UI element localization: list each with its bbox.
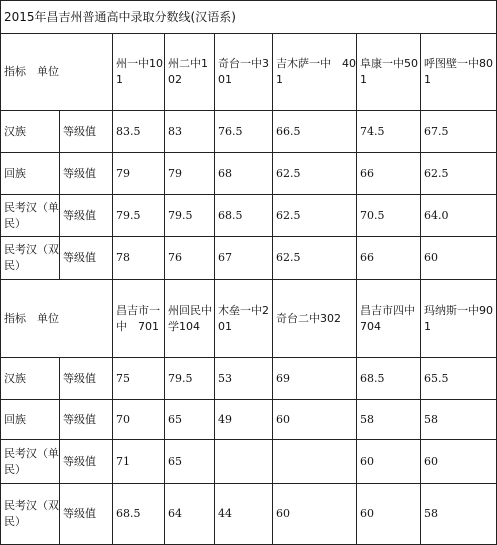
title-row [1, 1, 497, 34]
score-cell: 62.5 [273, 153, 357, 195]
score-cell: 76.5 [215, 111, 273, 153]
section1-corner-label: 指标 单位 [1, 34, 113, 111]
score-cell: 65 [165, 440, 215, 484]
score-cell: 83 [165, 111, 215, 153]
table-row [1, 237, 497, 280]
table-row [1, 440, 497, 484]
ethnic-group-label: 汉族 [1, 358, 60, 400]
ethnic-group-label: 回族 [1, 400, 60, 440]
score-cell: 66 [357, 153, 421, 195]
score-cell: 58 [421, 400, 497, 440]
score-cell: 64.0 [421, 195, 497, 237]
section1-school-header: 州一中101 [113, 34, 165, 111]
ethnic-group-label: 汉族 [1, 111, 60, 153]
score-cell: 79.5 [113, 195, 165, 237]
score-cell: 49 [215, 400, 273, 440]
score-cell: 79 [113, 153, 165, 195]
score-cell: 68 [215, 153, 273, 195]
score-cell: 53 [215, 358, 273, 400]
ethnic-group-label: 民考汉（单民） [1, 195, 60, 237]
section2-school-header: 州回民中学104 [165, 280, 215, 358]
score-cell: 67 [215, 237, 273, 280]
score-cell: 60 [273, 484, 357, 545]
table-row [1, 153, 497, 195]
score-cell: 60 [273, 400, 357, 440]
section1-school-header: 吉木萨一中 401 [273, 34, 357, 111]
score-cell [215, 440, 273, 484]
metric-label: 等级值 [60, 237, 113, 280]
score-cell: 70 [113, 400, 165, 440]
score-cell: 78 [113, 237, 165, 280]
metric-label: 等级值 [60, 358, 113, 400]
section1-school-header: 州二中102 [165, 34, 215, 111]
metric-label: 等级值 [60, 153, 113, 195]
score-cell: 62.5 [273, 195, 357, 237]
score-cell: 74.5 [357, 111, 421, 153]
score-cell: 70.5 [357, 195, 421, 237]
score-cell: 65.5 [421, 358, 497, 400]
metric-label: 等级值 [60, 195, 113, 237]
table-row [1, 111, 497, 153]
ethnic-group-label: 民考汉（双民） [1, 237, 60, 280]
metric-label: 等级值 [60, 111, 113, 153]
score-cell: 67.5 [421, 111, 497, 153]
score-cell: 60 [421, 237, 497, 280]
section1-school-header: 呼图壁一中801 [421, 34, 497, 111]
score-cell: 68.5 [113, 484, 165, 545]
section2-school-header: 昌吉市四中704 [357, 280, 421, 358]
table-row [1, 195, 497, 237]
section2-school-header: 木垒一中201 [215, 280, 273, 358]
score-cell: 60 [357, 440, 421, 484]
table-row [1, 358, 497, 400]
score-cell: 79.5 [165, 195, 215, 237]
table-row [1, 484, 497, 545]
score-cell: 65 [165, 400, 215, 440]
score-cell: 66.5 [273, 111, 357, 153]
score-cell: 60 [357, 484, 421, 545]
metric-label: 等级值 [60, 484, 113, 545]
score-cell: 79.5 [165, 358, 215, 400]
table-row [1, 400, 497, 440]
score-cell: 71 [113, 440, 165, 484]
score-cell: 44 [215, 484, 273, 545]
score-cell: 60 [421, 440, 497, 484]
table-title: 2015年昌吉州普通高中录取分数线(汉语系) [1, 1, 497, 34]
score-cell: 83.5 [113, 111, 165, 153]
score-cell: 64 [165, 484, 215, 545]
score-cell: 58 [421, 484, 497, 545]
score-cell: 68.5 [215, 195, 273, 237]
section2-header-row [1, 280, 497, 358]
score-cell [273, 440, 357, 484]
score-cell: 58 [357, 400, 421, 440]
section2-school-header: 奇台二中302 [273, 280, 357, 358]
score-cell: 62.5 [273, 237, 357, 280]
score-cell: 76 [165, 237, 215, 280]
score-cell: 75 [113, 358, 165, 400]
ethnic-group-label: 民考汉（双民） [1, 484, 60, 545]
metric-label: 等级值 [60, 440, 113, 484]
section2-school-header: 玛纳斯一中901 [421, 280, 497, 358]
score-cell: 79 [165, 153, 215, 195]
ethnic-group-label: 民考汉（单民） [1, 440, 60, 484]
section1-school-header: 阜康一中501 [357, 34, 421, 111]
score-cell: 69 [273, 358, 357, 400]
score-cell: 66 [357, 237, 421, 280]
ethnic-group-label: 回族 [1, 153, 60, 195]
score-cell: 62.5 [421, 153, 497, 195]
section2-school-header: 昌吉市一中 701 [113, 280, 165, 358]
metric-label: 等级值 [60, 400, 113, 440]
score-cell: 68.5 [357, 358, 421, 400]
section1-header-row [1, 34, 497, 111]
section1-school-header: 奇台一中301 [215, 34, 273, 111]
section2-corner-label: 指标 单位 [1, 280, 113, 358]
